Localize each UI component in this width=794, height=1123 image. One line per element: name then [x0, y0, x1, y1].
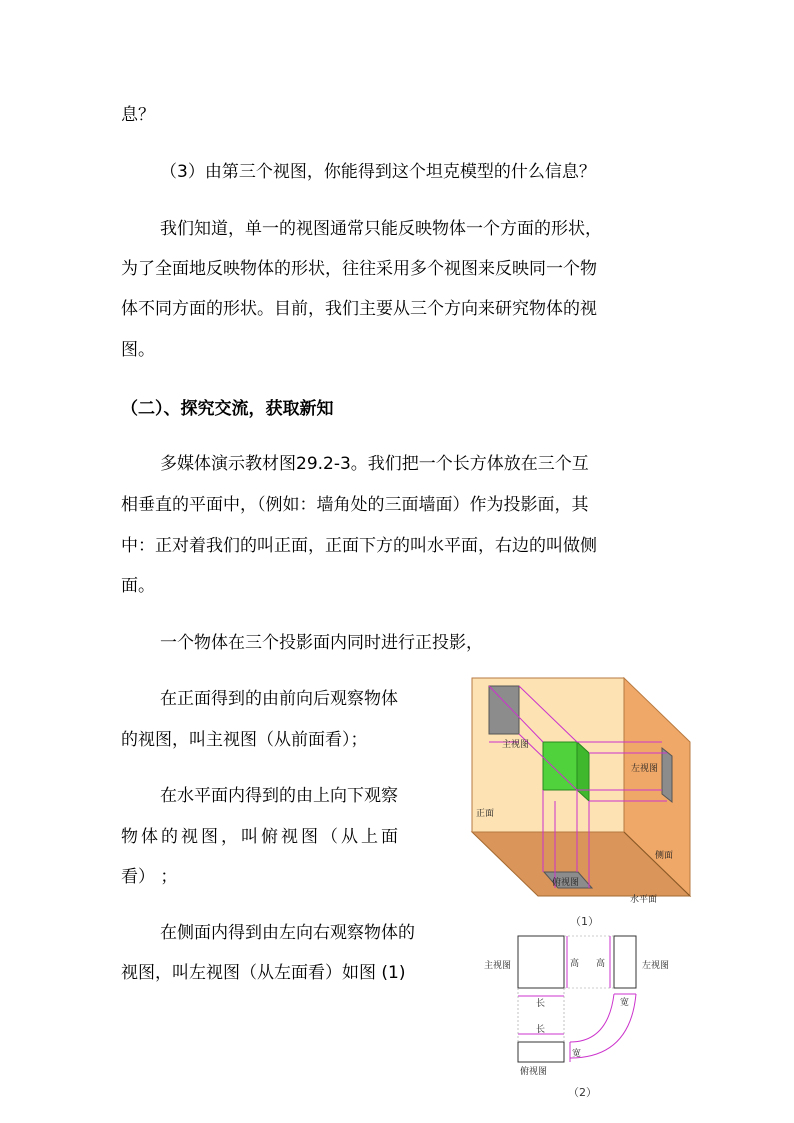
fig2-top-view-rect	[518, 1042, 564, 1062]
top-view-label: 俯视图	[552, 878, 580, 888]
fig2-top-view-label: 俯视图	[520, 1067, 548, 1077]
front-view-line-1: 在正面得到的由前向后观察物体	[160, 689, 398, 709]
main-view-projection	[489, 686, 519, 734]
left-view-line-2: 视图，叫左视图（从左面看）如图 (1)	[121, 963, 406, 983]
fig2-left-view-rect	[614, 936, 636, 988]
cube-front-face	[543, 742, 577, 790]
section-heading: （二）、探究交流，获取新知	[121, 399, 334, 419]
intro-line-1: 我们知道，单一的视图通常只能反映物体一个方面的形状，	[160, 219, 602, 239]
question-3: （3）由第三个视图，你能得到这个坦克模型的什么信息？	[160, 162, 596, 182]
top-view-line-2: 物体的视图，叫俯视图（从上面	[121, 827, 401, 847]
front-plane-label: 正面	[476, 809, 495, 819]
main-view-label: 主视图	[502, 740, 530, 750]
fig2-main-view-rect	[518, 936, 564, 988]
fig2-main-view-label: 主视图	[484, 961, 512, 971]
fig2-height-left-label: 高	[596, 959, 606, 969]
fig2-length-top-label: 长	[536, 999, 546, 1009]
left-view-line-1: 在侧面内得到由左向右观察物体的	[160, 923, 415, 943]
projection-planes-figure	[462, 676, 692, 911]
fig2-length-bottom-label: 长	[536, 1025, 546, 1035]
side-plane-label: 侧面	[655, 851, 674, 861]
intro-line-2: 为了全面地反映物体的形状，往往采用多个视图来反映同一个物	[121, 259, 597, 279]
front-view-line-2: 的视图，叫主视图（从前面看）；	[121, 730, 368, 750]
fig2-width-left-label: 宽	[620, 998, 630, 1008]
figure-1-caption: （1）	[570, 915, 599, 928]
cube-right-face	[577, 742, 589, 801]
media-line-1: 多媒体演示教材图29.2-3。我们把一个长方体放在三个互	[160, 454, 589, 474]
media-line-4: 面。	[121, 576, 155, 596]
left-view-projection	[662, 748, 672, 802]
horizontal-plane-label: 水平面	[630, 895, 658, 905]
media-line-3: 中：正对着我们的叫正面，正面下方的叫水平面，右边的叫做侧	[121, 536, 597, 556]
fig2-height-main-label: 高	[570, 959, 580, 969]
top-view-line-1: 在水平面内得到的由上向下观察	[160, 786, 398, 806]
figure-2-caption: （2）	[568, 1086, 597, 1099]
fig2-width-top-label: 宽	[572, 1049, 582, 1059]
intro-line-4: 图。	[121, 340, 155, 360]
top-view-line-3: 看） ；	[121, 867, 178, 887]
left-view-label: 左视图	[631, 764, 659, 774]
intro-line-3: 体不同方面的形状。目前，我们主要从三个方向来研究物体的视	[121, 299, 597, 319]
three-views-figure	[480, 928, 690, 1080]
fig2-left-view-label: 左视图	[642, 961, 670, 971]
media-line-2: 相垂直的平面中，（例如：墙角处的三面墙面）作为投影面，其	[121, 495, 589, 515]
paragraph-end-line: 息？	[121, 105, 155, 125]
projection-line: 一个物体在三个投影面内同时进行正投影，	[160, 633, 483, 653]
